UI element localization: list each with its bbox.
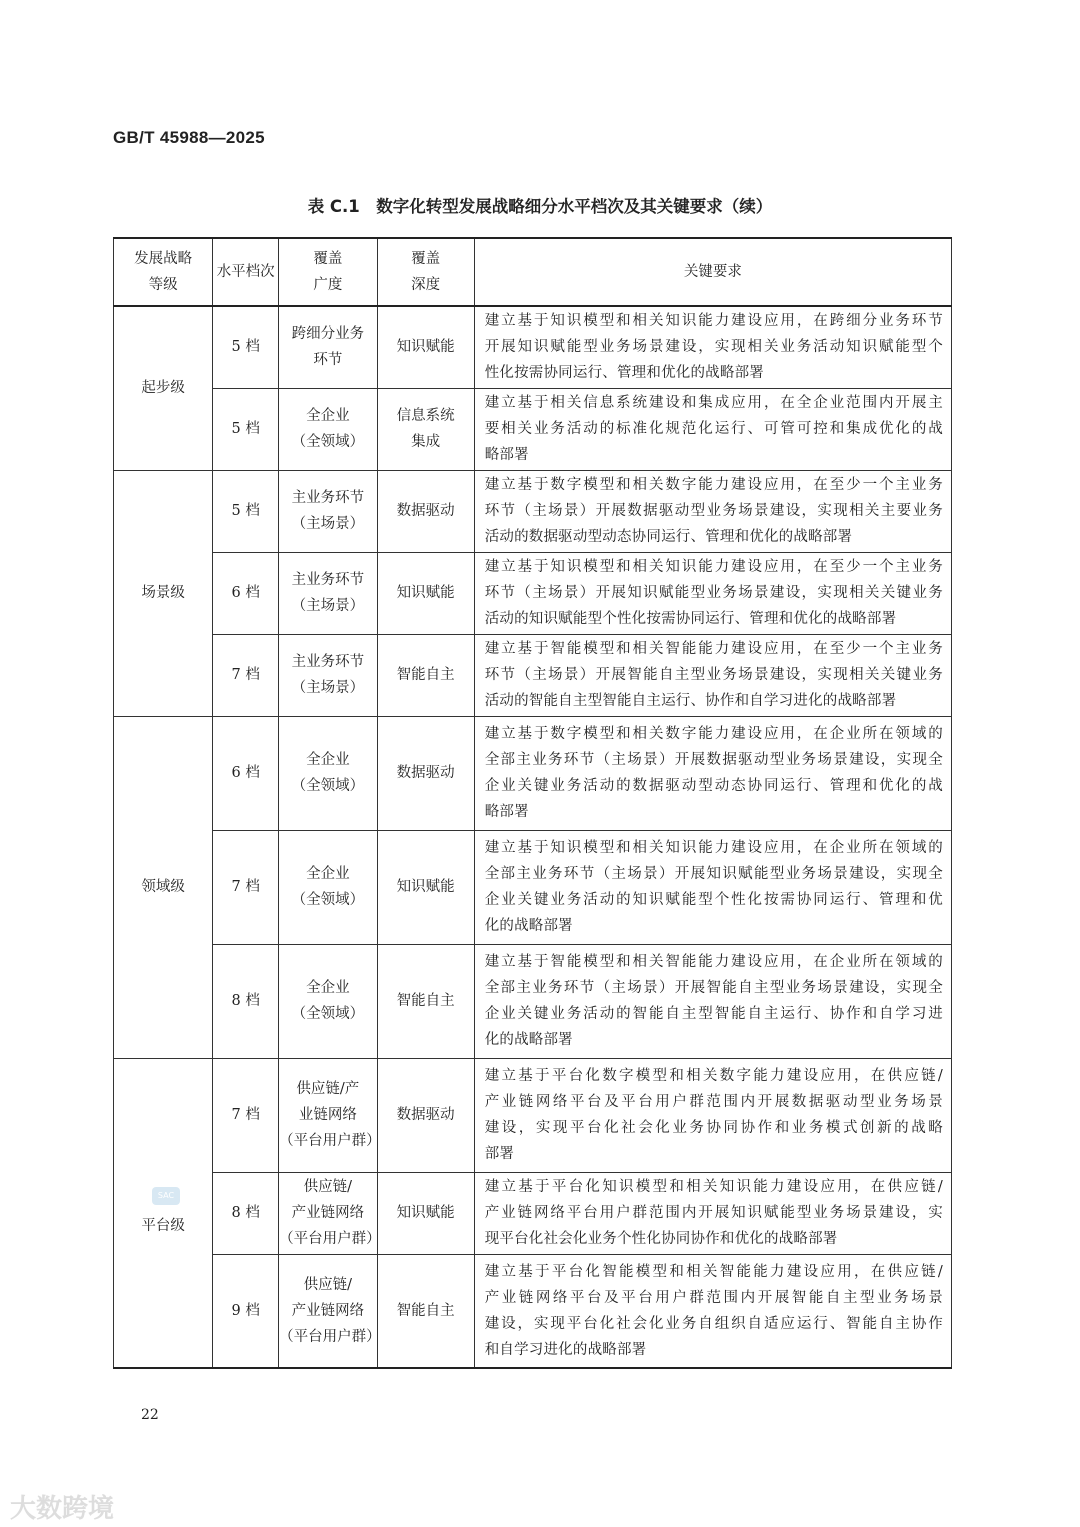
- level-cell: [114, 716, 213, 1058]
- text-line: 活动的智能自主型智能自主运行、协作和自学习进化的战略部署: [484, 693, 897, 709]
- table-title: 表 C.1 数字化转型发展战略细分水平档次及其关键要求（续）: [307, 197, 773, 216]
- level-cell: [114, 306, 213, 470]
- text-line: 深度: [411, 277, 441, 293]
- text-line: 建立基于相关信息系统建设和集成应用，在全企业范围内开展主: [484, 395, 943, 411]
- text-line: （平台用户群）: [279, 1231, 381, 1247]
- header-tier: [213, 238, 279, 306]
- table-row: [114, 388, 952, 470]
- tier-cell: 5 档: [213, 306, 279, 388]
- level-label: 领域级: [141, 879, 185, 895]
- text-line: 产业链网络: [291, 1302, 365, 1319]
- depth-cell: [377, 388, 474, 470]
- text-line: 现平台化社会化业务个性化协同协作和优化的战略部署: [484, 1231, 838, 1247]
- text-line: 关键要求: [683, 264, 742, 280]
- requirement-cell: [474, 470, 951, 552]
- text-line: （全领域）: [291, 1006, 365, 1022]
- text-line: 建立基于数字模型和相关数字能力建设应用，在企业所在领域的: [484, 726, 943, 742]
- tier-cell: 8 档: [213, 944, 279, 1058]
- text-line: 覆盖: [411, 251, 441, 267]
- text-line: 企业关键业务活动的知识赋能型个性化按需协同运行、管理和优: [484, 892, 943, 908]
- text-line: （主场景）: [291, 516, 365, 532]
- depth-cell: [377, 1058, 474, 1172]
- text-line: 供应链/产: [296, 1081, 360, 1097]
- text-line: 建设，实现平台化社会化业务自组织自适应运行、智能自主协作: [484, 1315, 943, 1332]
- text-line: 建立基于智能模型和相关智能能力建设应用，在至少一个主业务: [484, 641, 943, 657]
- text-line: 供应链/: [303, 1276, 353, 1293]
- text-line: 智能自主: [396, 667, 455, 683]
- text-line: 业链网络: [298, 1107, 357, 1123]
- text-line: 主业务环节: [291, 490, 365, 506]
- tier-cell: 7 档: [213, 830, 279, 944]
- table-row: [114, 306, 952, 388]
- depth-cell: [377, 716, 474, 830]
- tier-cell: 5 档: [213, 470, 279, 552]
- text-line: 发展战略: [134, 251, 193, 267]
- header-level: [114, 238, 213, 306]
- text-line: （平台用户群）: [279, 1133, 381, 1149]
- header-requirements: [474, 238, 951, 306]
- text-line: 知识赋能: [396, 339, 455, 356]
- depth-cell: [377, 470, 474, 552]
- text-line: 产业链网络平台及平台用户群范围内开展智能自主型业务场景: [484, 1289, 943, 1306]
- text-line: 知识赋能: [396, 1205, 455, 1221]
- depth-cell: [377, 1172, 474, 1254]
- requirement-cell: [474, 716, 951, 830]
- table-row: [114, 634, 952, 716]
- depth-cell: [377, 1254, 474, 1368]
- text-line: 建立基于数字模型和相关数字能力建设应用，在至少一个主业务: [484, 477, 943, 493]
- text-line: 跨细分业务: [291, 326, 365, 343]
- page-number: 22: [141, 1407, 159, 1423]
- text-line: 全部主业务环节（主场景）开展数据驱动型业务场景建设，实现全: [484, 752, 943, 768]
- text-line: 环节: [313, 352, 343, 369]
- text-line: （主场景）: [291, 598, 365, 614]
- depth-cell: [377, 944, 474, 1058]
- requirement-cell: [474, 1254, 951, 1368]
- sac-watermark: SAC: [152, 1187, 180, 1205]
- level-label: 起步级: [141, 380, 185, 397]
- text-line: （全领域）: [291, 892, 365, 908]
- text-line: 广度: [313, 277, 343, 293]
- header-depth: [377, 238, 474, 306]
- text-line: 环节（主场景）开展数据驱动型业务场景建设，实现相关主要业务: [484, 503, 943, 519]
- text-line: 化的战略部署: [484, 1032, 573, 1048]
- text-line: 全企业: [306, 752, 350, 768]
- tier-cell: 6 档: [213, 552, 279, 634]
- text-line: 环节（主场景）开展知识赋能型业务场景建设，实现相关关键业务: [484, 585, 943, 601]
- level-label: 平台级: [141, 1217, 185, 1234]
- text-line: 全企业: [306, 980, 350, 996]
- text-line: 全企业: [306, 866, 350, 882]
- tier-cell: 7 档: [213, 634, 279, 716]
- text-line: （全领域）: [291, 434, 365, 450]
- watermark-logo: 大数跨境: [10, 1494, 115, 1524]
- text-line: 化的战略部署: [484, 918, 573, 934]
- text-line: 全部主业务环节（主场景）开展智能自主型业务场景建设，实现全: [484, 980, 943, 996]
- breadth-cell: [279, 470, 377, 552]
- text-line: 建立基于知识模型和相关知识能力建设应用，在至少一个主业务: [484, 559, 943, 575]
- text-line: 建立基于智能模型和相关智能能力建设应用，在企业所在领域的: [484, 954, 943, 970]
- text-line: 全企业: [306, 408, 350, 424]
- table-row: [114, 470, 952, 552]
- requirement-cell: [474, 944, 951, 1058]
- text-line: 开展知识赋能型业务场景建设，实现相关业务活动知识赋能型个: [484, 339, 943, 356]
- text-line: 数据驱动: [396, 503, 455, 519]
- text-line: 要相关业务活动的标准化规范化运行、可管可控和集成优化的战: [484, 421, 943, 437]
- requirement-cell: [474, 306, 951, 388]
- breadth-cell: [279, 1172, 381, 1254]
- text-line: 企业关键业务活动的智能自主型智能自主运行、协作和自学习进: [484, 1006, 943, 1022]
- text-line: 智能自主: [396, 993, 455, 1009]
- text-line: 全部主业务环节（主场景）开展知识赋能型业务场景建设，实现全: [484, 866, 943, 882]
- text-line: 环节（主场景）开展智能自主型业务场景建设，实现相关关键业务: [484, 667, 943, 683]
- level-label: 场景级: [141, 585, 185, 601]
- text-line: 集成: [411, 434, 441, 450]
- standard-number: GB/T 45988—2025: [113, 128, 265, 147]
- text-line: 略部署: [484, 804, 529, 820]
- text-line: 活动的知识赋能型个性化按需协同运行、管理和优化的战略部署: [484, 611, 897, 627]
- text-line: 覆盖: [313, 251, 343, 267]
- breadth-cell: [279, 306, 377, 388]
- text-line: 产业链网络平台用户群范围内开展知识赋能型业务场景建设，实: [484, 1205, 943, 1221]
- level-cell: [114, 470, 213, 716]
- requirements-table: [113, 237, 952, 1369]
- breadth-cell: [279, 716, 377, 830]
- text-line: 数据驱动: [396, 1107, 455, 1123]
- table-header-row: [114, 238, 952, 306]
- header-breadth: [279, 238, 377, 306]
- text-line: 数据驱动: [396, 765, 455, 781]
- depth-cell: [377, 552, 474, 634]
- requirement-cell: [474, 634, 951, 716]
- table-body: [114, 306, 952, 1368]
- text-line: 和自学习进化的战略部署: [484, 1341, 647, 1358]
- text-line: 活动的数据驱动型动态协同运行、管理和优化的战略部署: [484, 529, 853, 545]
- text-line: 信息系统: [396, 408, 455, 424]
- breadth-cell: [279, 552, 377, 634]
- depth-cell: [377, 306, 474, 388]
- table-row: [114, 1058, 952, 1172]
- text-line: 主业务环节: [291, 572, 365, 588]
- text-line: （全领域）: [291, 778, 365, 794]
- requirement-cell: [474, 830, 951, 944]
- text-line: 建立基于平台化知识模型和相关知识能力建设应用，在供应链/: [484, 1179, 943, 1195]
- tier-cell: 7 档: [213, 1058, 279, 1172]
- requirement-cell: [474, 552, 951, 634]
- text-line: 智能自主: [396, 1302, 455, 1319]
- table-row: [114, 1172, 952, 1254]
- text-line: 部署: [484, 1146, 515, 1162]
- text-line: 建立基于平台化数字模型和相关数字能力建设应用，在供应链/: [484, 1068, 943, 1084]
- breadth-cell: [279, 634, 377, 716]
- text-line: （平台用户群）: [279, 1328, 381, 1345]
- tier-cell: 8 档: [213, 1172, 279, 1254]
- text-line: 性化按需协同运行、管理和优化的战略部署: [484, 365, 764, 382]
- text-line: 知识赋能: [396, 585, 455, 601]
- text-line: 产业链网络平台及平台用户群范围内开展数据驱动型业务场景: [484, 1094, 943, 1110]
- text-line: （主场景）: [291, 680, 365, 696]
- text-line: 建立基于平台化智能模型和相关智能能力建设应用，在供应链/: [484, 1263, 943, 1280]
- level-cell: [114, 1058, 213, 1368]
- text-line: 等级: [148, 277, 178, 293]
- table-row: [114, 944, 952, 1058]
- depth-cell: [377, 634, 474, 716]
- text-line: 建立基于知识模型和相关知识能力建设应用，在企业所在领域的: [484, 840, 943, 856]
- table-row: [114, 552, 952, 634]
- breadth-cell: [279, 388, 377, 470]
- breadth-cell: [279, 830, 377, 944]
- requirement-cell: [474, 1058, 951, 1172]
- text-line: 略部署: [484, 447, 529, 463]
- tier-cell: 9 档: [213, 1254, 279, 1368]
- tier-cell: 5 档: [213, 388, 279, 470]
- breadth-cell: [279, 1254, 381, 1368]
- breadth-cell: [279, 944, 377, 1058]
- requirement-cell: [474, 388, 951, 470]
- text-line: 水平档次: [216, 264, 275, 280]
- text-line: 产业链网络: [291, 1205, 365, 1221]
- breadth-cell: [279, 1058, 381, 1172]
- text-line: 主业务环节: [291, 654, 365, 670]
- table-row: [114, 1254, 952, 1368]
- table-row: [114, 716, 952, 830]
- text-line: 知识赋能: [396, 879, 455, 895]
- text-line: 建设，实现平台化社会化业务协同协作和业务模式创新的战略: [484, 1120, 943, 1136]
- tier-cell: 6 档: [213, 716, 279, 830]
- requirement-cell: [474, 1172, 951, 1254]
- table-row: [114, 830, 952, 944]
- text-line: 建立基于知识模型和相关知识能力建设应用，在跨细分业务环节: [484, 313, 943, 330]
- text-line: 企业关键业务活动的数据驱动型动态协同运行、管理和优化的战: [484, 778, 943, 794]
- depth-cell: [377, 830, 474, 944]
- text-line: 供应链/: [303, 1179, 353, 1195]
